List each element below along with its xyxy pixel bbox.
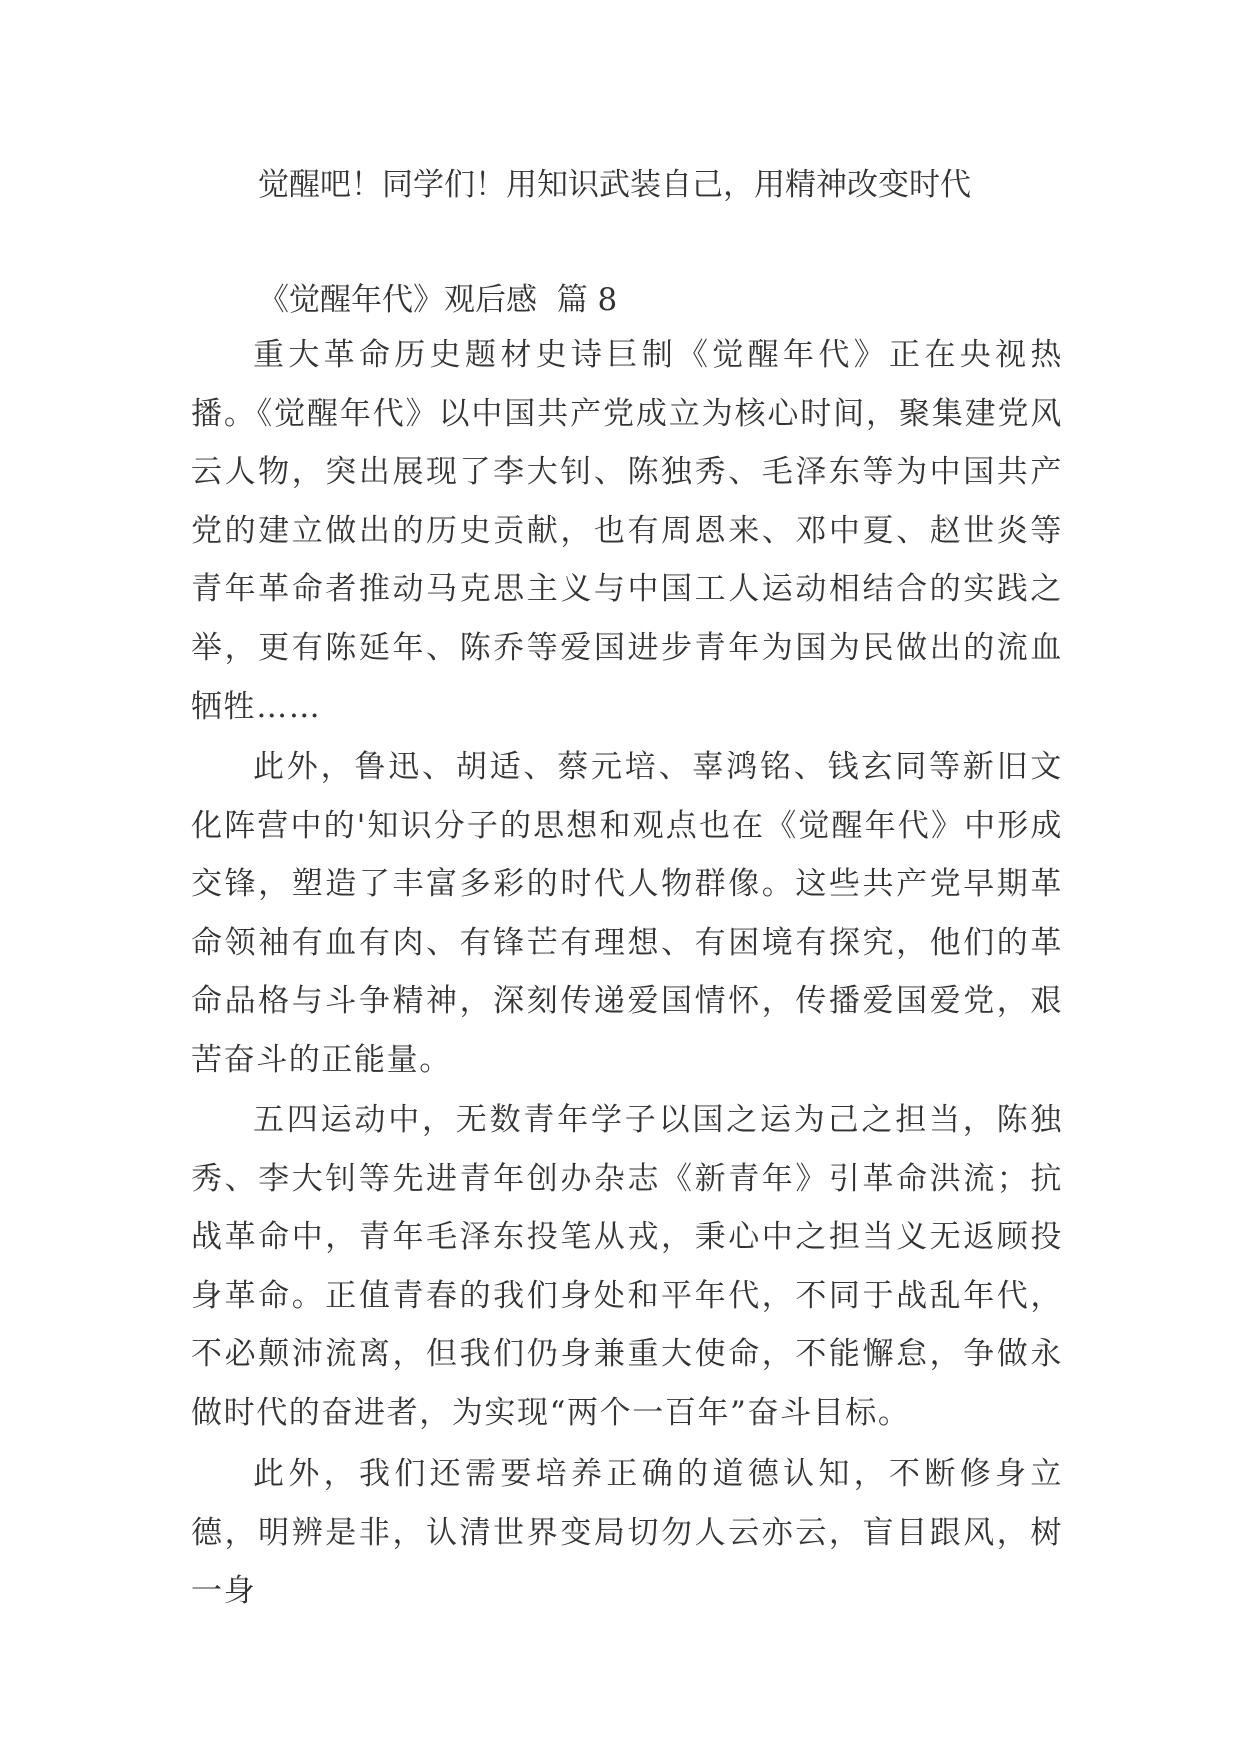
paragraph-1: 重大革命历史题材史诗巨制《觉醒年代》正在央视热播。《觉醒年代》以中国共产党成立为核心时间，聚集建党风云人物，突出展现了李大钊、陈独秀、毛泽东等为中国共产党的建立做出的历史贡献，也有周恩来、邓中夏、赵世炎等青年革命者推动马克思主义与中国工人运动相结合的实践之举，更有陈延年、陈乔等爱国进步青年为国为民做出的流血牺牲…… [191,337,1063,725]
paragraph-2: 此外，鲁迅、胡适、蔡元培、辜鸿铭、钱玄同等新旧文化阵营中的'知识分子的思想和观点也在《觉醒年代》中形成交锋，塑造了丰富多彩的时代人物群像。这些共产党早期革命领袖有血有肉、有锋芒有理想、有困境有探究，他们的革命品格与斗争精神，深刻传递爱国情怀，传播爱国爱党，艰苦奋斗的正能量。 [191,749,1063,1078]
top-line-text: 觉醒吧！同学们！用知识武装自己，用精神改变时代 [258,167,971,203]
section-title: 《觉醒年代》观后感 篇 8 [258,282,618,318]
paragraph-3: 五四运动中，无数青年学子以国之运为己之担当，陈独秀、李大钊等先进青年创办杂志《新青年》引革命洪流；抗战革命中，青年毛泽东投笔从戎，秉心中之担当义无返顾投身革命。正值青春的我们身处和平年代，不同于战乱年代，不必颠沛流离，但我们仍身兼重大使命，不能懈怠，争做永做时代的奋进者，为实现“两个一百年”奋斗目标。 [191,1102,1063,1431]
paragraph-4: 此外，我们还需要培养正确的道德认知，不断修身立德，明辨是非，认清世界变局切勿人云亦云，盲目跟风，树一身 [191,1456,1063,1610]
